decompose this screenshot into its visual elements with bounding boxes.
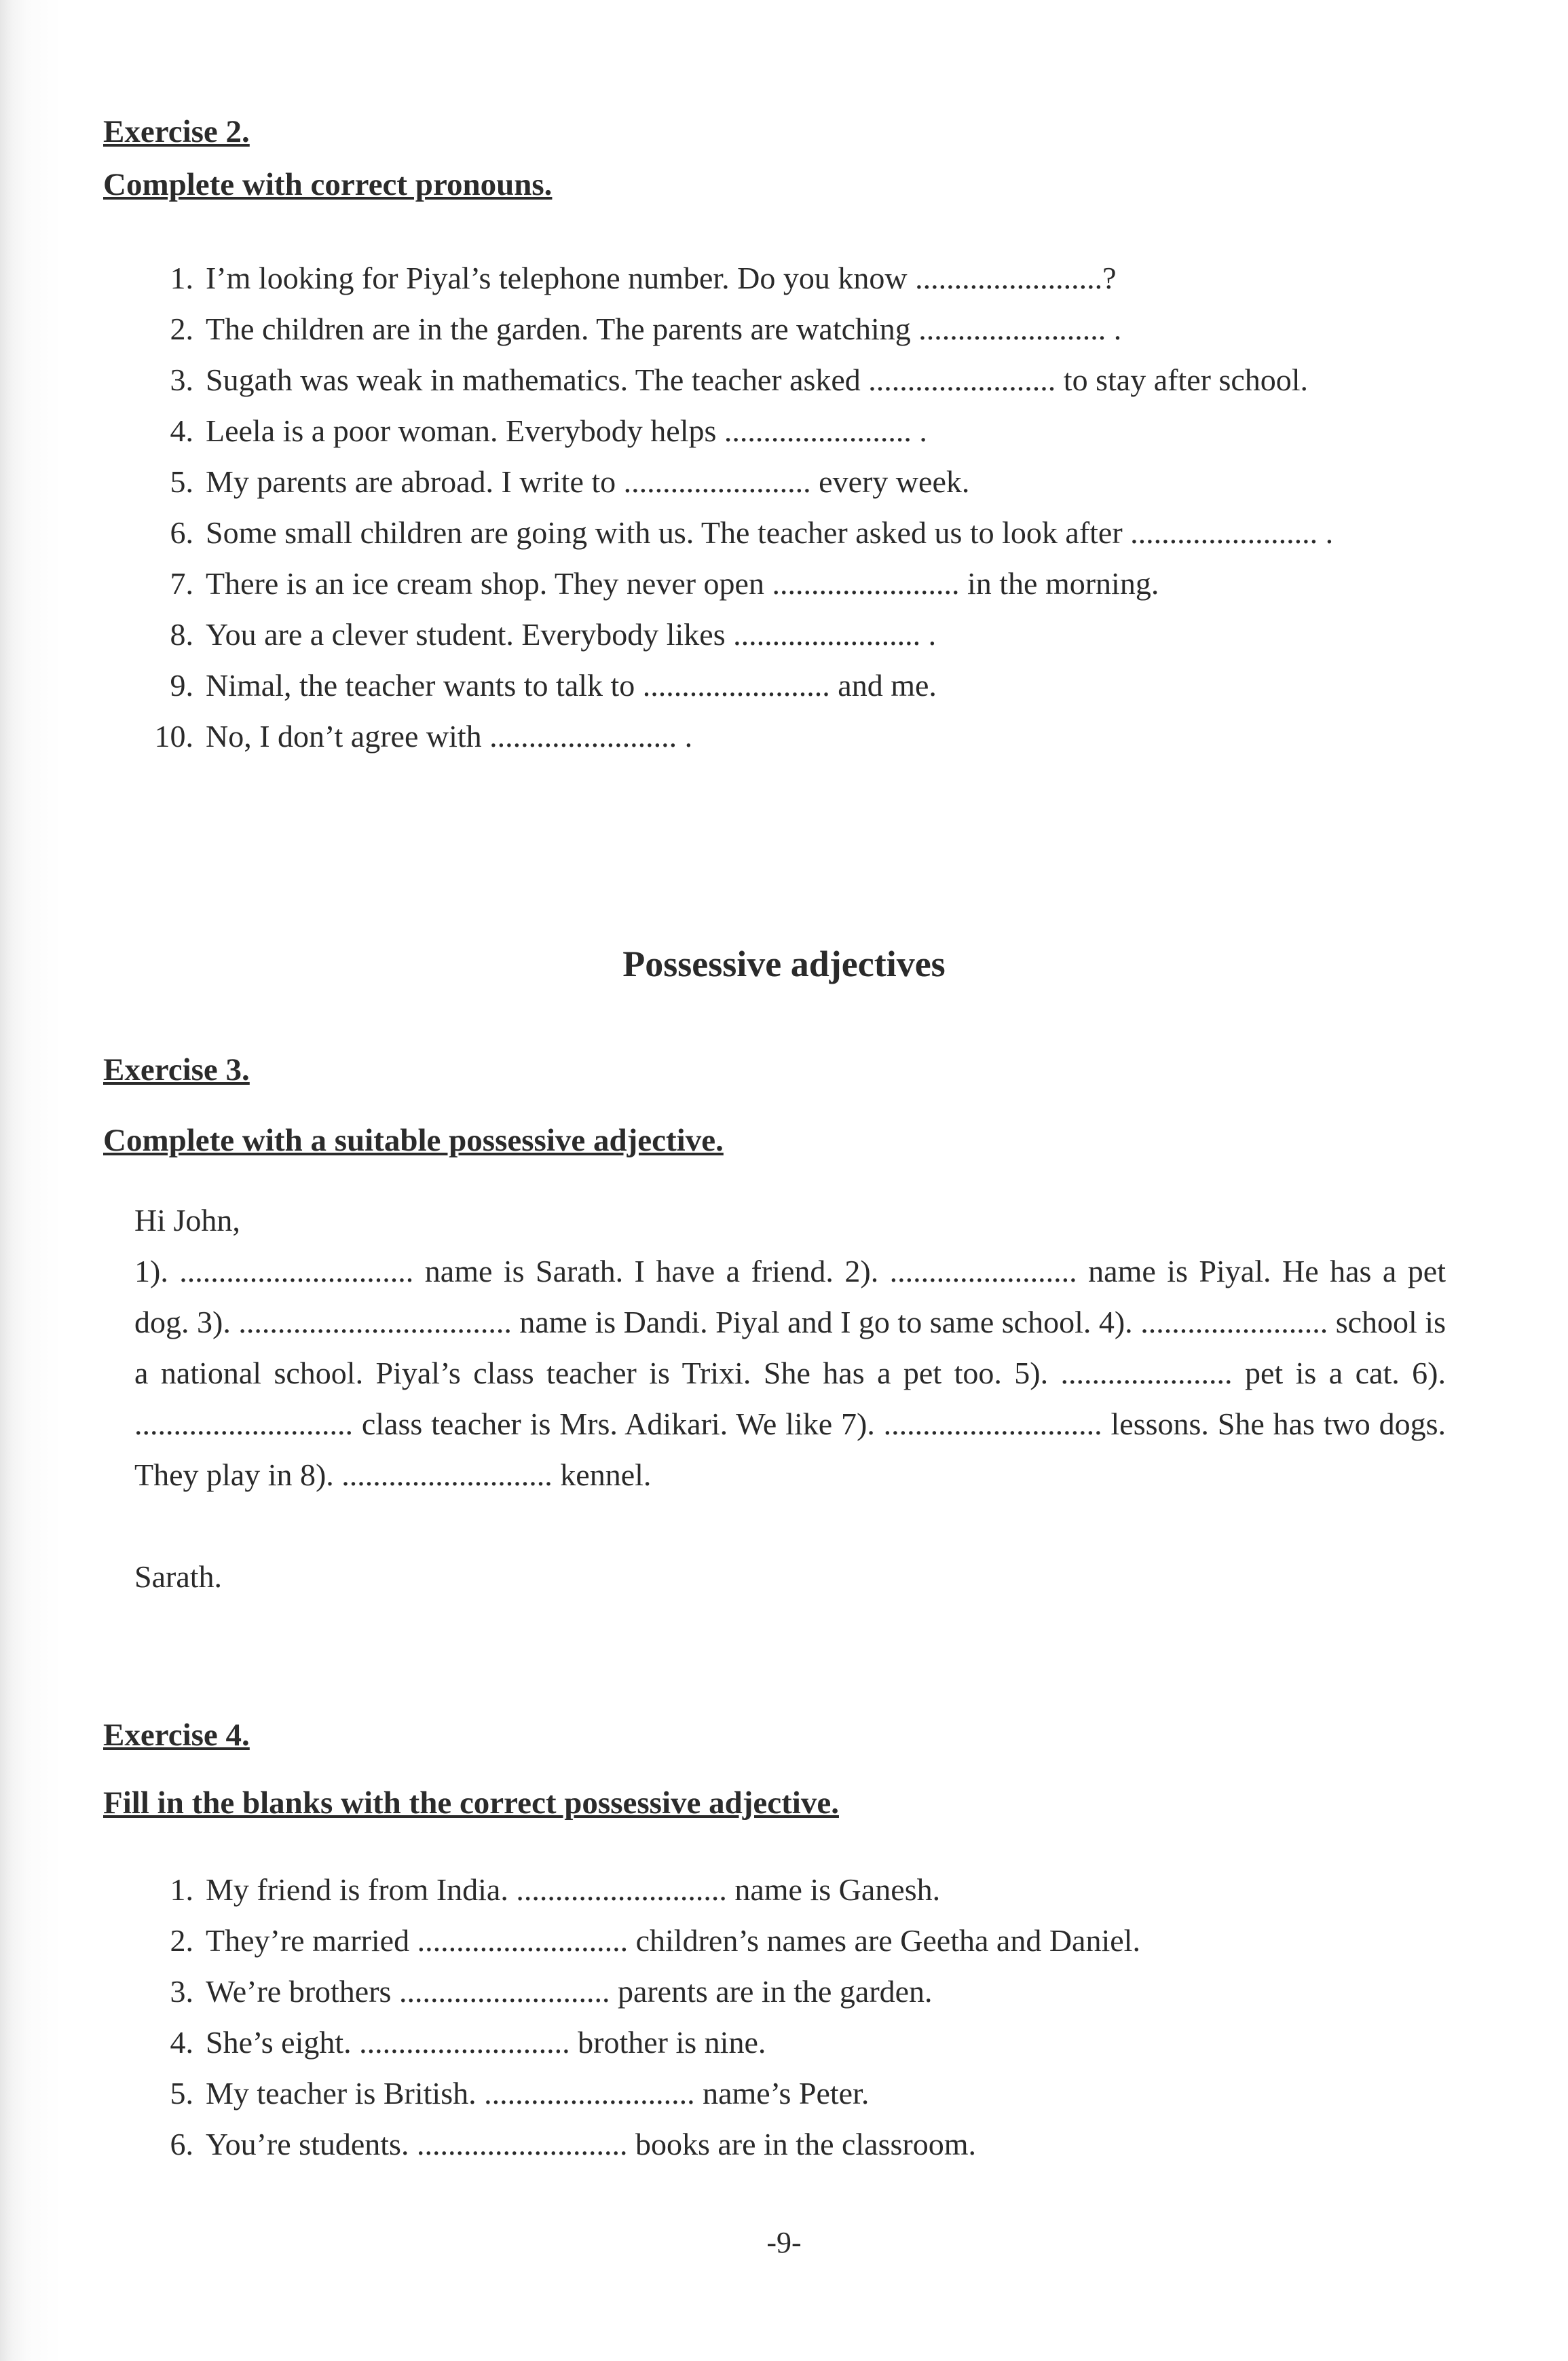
section-title: Possessive adjectives bbox=[622, 944, 946, 984]
exercise-2-title: Exercise 2. bbox=[103, 114, 250, 149]
list-item: 4. Leela is a poor woman. Everybody helps ........................ . bbox=[170, 413, 927, 448]
letter-signature: Sarath. bbox=[134, 1559, 223, 1594]
list-item: 2. The children are in the garden. The parents are watching ........................ . bbox=[170, 312, 1122, 346]
exercise-2-instruction: Complete with correct pronouns. bbox=[103, 167, 553, 202]
page-number: -9- bbox=[766, 2226, 802, 2259]
letter-paragraph: 1). .............................. name is Sarath. I have a friend. 2). ........................ name is Piyal. He has a pet dog. 3). ................................... name is Dandi. Piyal and I go to same school. 4). ........................ school is a national school. Piyal’s class teacher is Trixi. She has a pet too. 5). ...................... pet is a cat. 6). ............................ class teacher is Mrs. Adikari. We like 7). ............................ lessons. She has two dogs. They play in 8). ........................... kennel. bbox=[134, 1254, 1446, 1492]
exercise-4-title: Exercise 4. bbox=[103, 1717, 250, 1753]
list-item: 7. There is an ice cream shop. They never open ........................ in the morning. bbox=[170, 566, 1159, 601]
list-item: 6. Some small children are going with us. The teacher asked us to look after ........................ . bbox=[170, 515, 1334, 550]
list-item: 5. My teacher is British. ........................... name’s Peter. bbox=[170, 2076, 870, 2111]
list-item: 6. You’re students. ........................... books are in the classroom. bbox=[170, 2127, 976, 2161]
exercise-2-list bbox=[146, 253, 1375, 762]
list-item: 2. They’re married ........................... children’s names are Geetha and Daniel. bbox=[170, 1923, 1140, 1958]
exercise-3-instruction: Complete with a suitable possessive adjective. bbox=[103, 1123, 724, 1158]
exercise-3-letter bbox=[134, 1195, 1446, 1602]
list-item: 1. I’m looking for Piyal’s telephone number. Do you know ........................? bbox=[170, 261, 1117, 295]
exercise-4-list bbox=[146, 1864, 1422, 2170]
list-item: 9. Nimal, the teacher wants to talk to ........................ and me. bbox=[170, 668, 937, 703]
list-item: 5. My parents are abroad. I write to ........................ every week. bbox=[170, 464, 970, 499]
letter-greeting: Hi John, bbox=[134, 1203, 240, 1238]
list-item: 4. She’s eight. ........................... brother is nine. bbox=[170, 2025, 766, 2060]
exercise-4-instruction: Fill in the blanks with the correct possessive adjective. bbox=[103, 1785, 839, 1821]
list-item: 1. My friend is from India. ........................... name is Ganesh. bbox=[170, 1872, 941, 1907]
list-item: 10. No, I don’t agree with ........................ . bbox=[154, 719, 693, 754]
list-item: 8. You are a clever student. Everybody likes ........................ . bbox=[170, 617, 937, 652]
exercise-3-title: Exercise 3. bbox=[103, 1052, 250, 1087]
list-item: 3. We’re brothers ........................... parents are in the garden. bbox=[170, 1974, 933, 2009]
list-item: 3. Sugath was weak in mathematics. The teacher asked ........................ to stay after school. bbox=[170, 362, 1309, 397]
